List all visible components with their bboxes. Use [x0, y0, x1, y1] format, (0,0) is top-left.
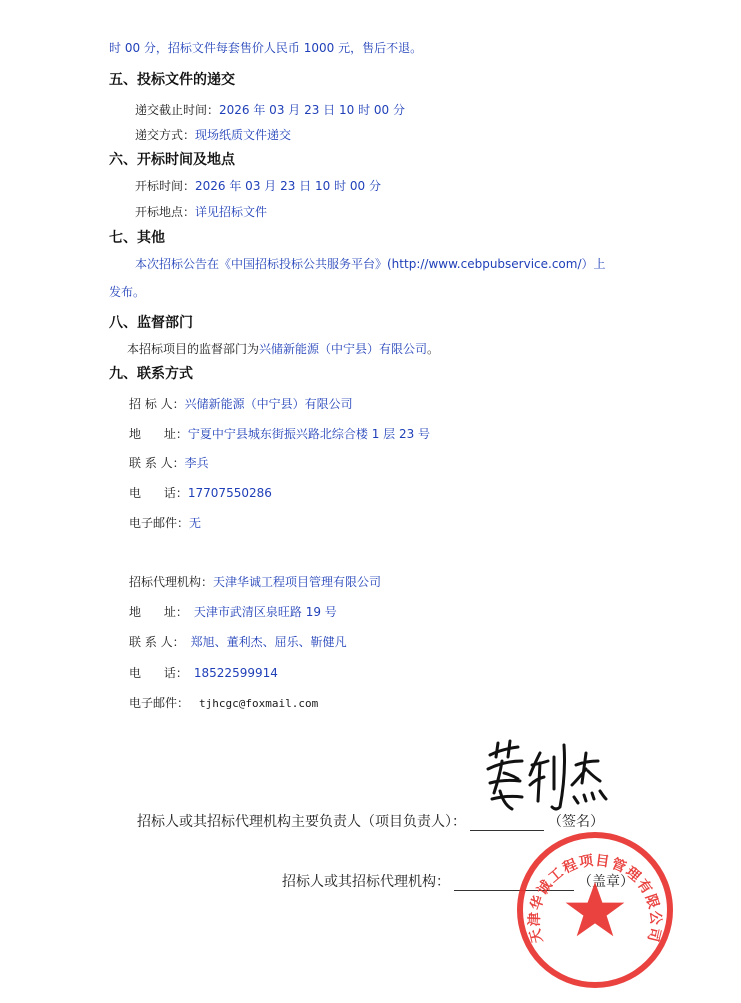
- open-time-row: [135, 178, 381, 194]
- supervisor-line: [127, 341, 439, 357]
- company-seal: [515, 830, 675, 990]
- signature-label: 招标人或其招标代理机构主要负责人（项目负责人）：: [137, 814, 466, 830]
- tenderer-name-value: 兴储新能源（中宁县）有限公司: [184, 397, 353, 411]
- seal-text: 天津华诚工程项目管理有限公司: [526, 852, 664, 945]
- publish-line2: 发布。: [109, 285, 146, 299]
- publish-line1: 本次招标公告在《中国招标投标公共服务平台》(http://www.cebpubservice.com/）上: [135, 257, 606, 271]
- agency-contact-label: 联 系 人：: [129, 635, 185, 649]
- method-value: 现场纸质文件递交: [195, 128, 292, 142]
- agency-phone-row: [129, 665, 278, 681]
- agency-address-value: 天津市武清区泉旺路 19 号: [193, 605, 337, 619]
- agency-address-row: [129, 604, 337, 620]
- tenderer-phone-value: 17707550286: [187, 486, 272, 500]
- method-label: 递交方式：: [135, 128, 196, 142]
- fee-line: 时 00 分，招标文件每套售价人民币 1000 元，售后不退。: [109, 41, 423, 55]
- section6-heading: 六、开标时间及地点: [109, 152, 235, 168]
- deadline-row: [135, 102, 405, 118]
- tenderer-email-label: 电子邮件：: [129, 516, 190, 530]
- tenderer-address-label: 地 址：: [129, 427, 188, 441]
- open-time-label: 开标时间：: [135, 179, 196, 193]
- agency-email-row: [129, 695, 318, 712]
- section8-heading: 八、监督部门: [109, 315, 193, 331]
- supervisor-suffix: 。: [427, 342, 440, 356]
- open-time-value: 2026 年 03 月 23 日 10 时 00 分: [195, 179, 381, 193]
- open-place-label: 开标地点：: [135, 205, 196, 219]
- agency-contact-row: [129, 634, 347, 650]
- tenderer-address-row: [129, 426, 430, 442]
- agency-contact-value: 郑旭、董利杰、屈乐、靳健凡: [190, 635, 347, 649]
- tenderer-contact-label: 联 系 人：: [129, 456, 185, 470]
- method-row: [135, 127, 291, 143]
- agency-name-row: [129, 574, 381, 590]
- tenderer-name-row: [129, 396, 353, 412]
- signature-blank: [470, 814, 544, 831]
- tenderer-address-value: 宁夏中宁县城东街振兴路北综合楼 1 层 23 号: [187, 427, 431, 441]
- supervisor-value: 兴储新能源（中宁县）有限公司: [259, 342, 428, 356]
- deadline-value: 2026 年 03 月 23 日 10 时 00 分: [219, 103, 405, 117]
- handwritten-signature: [482, 735, 612, 825]
- seal-label: 招标人或其招标代理机构：: [282, 874, 450, 890]
- agency-name-label: 招标代理机构：: [129, 575, 214, 589]
- agency-email-value: tjhcgc@foxmail.com: [199, 697, 319, 710]
- seal-suffix: （盖章）: [578, 874, 634, 890]
- section5-heading: 五、投标文件的递交: [109, 72, 235, 88]
- signature-suffix: （签名）: [548, 814, 604, 830]
- agency-name-value: 天津华诚工程项目管理有限公司: [213, 575, 382, 589]
- agency-email-label: 电子邮件：: [129, 696, 190, 710]
- signature-line-responsible: [137, 813, 604, 831]
- tenderer-email-row: [129, 515, 201, 531]
- section9-heading: 九、联系方式: [109, 366, 193, 382]
- tenderer-phone-label: 电 话：: [129, 486, 188, 500]
- agency-phone-value: 18522599914: [193, 666, 278, 680]
- open-place-value: 详见招标文件: [195, 205, 268, 219]
- tenderer-email-value: 无: [189, 516, 202, 530]
- tenderer-contact-value: 李兵: [184, 456, 209, 470]
- seal-star-icon: [566, 882, 625, 936]
- tenderer-name-label: 招 标 人：: [129, 397, 185, 411]
- tenderer-contact-row: [129, 455, 209, 471]
- section7-heading: 七、其他: [109, 230, 165, 246]
- deadline-label: 递交截止时间：: [135, 103, 220, 117]
- agency-phone-label: 电 话：: [129, 666, 188, 680]
- agency-address-label: 地 址：: [129, 605, 188, 619]
- tenderer-phone-row: [129, 485, 272, 501]
- open-place-row: [135, 204, 267, 220]
- supervisor-prefix: 本招标项目的监督部门为: [127, 342, 260, 356]
